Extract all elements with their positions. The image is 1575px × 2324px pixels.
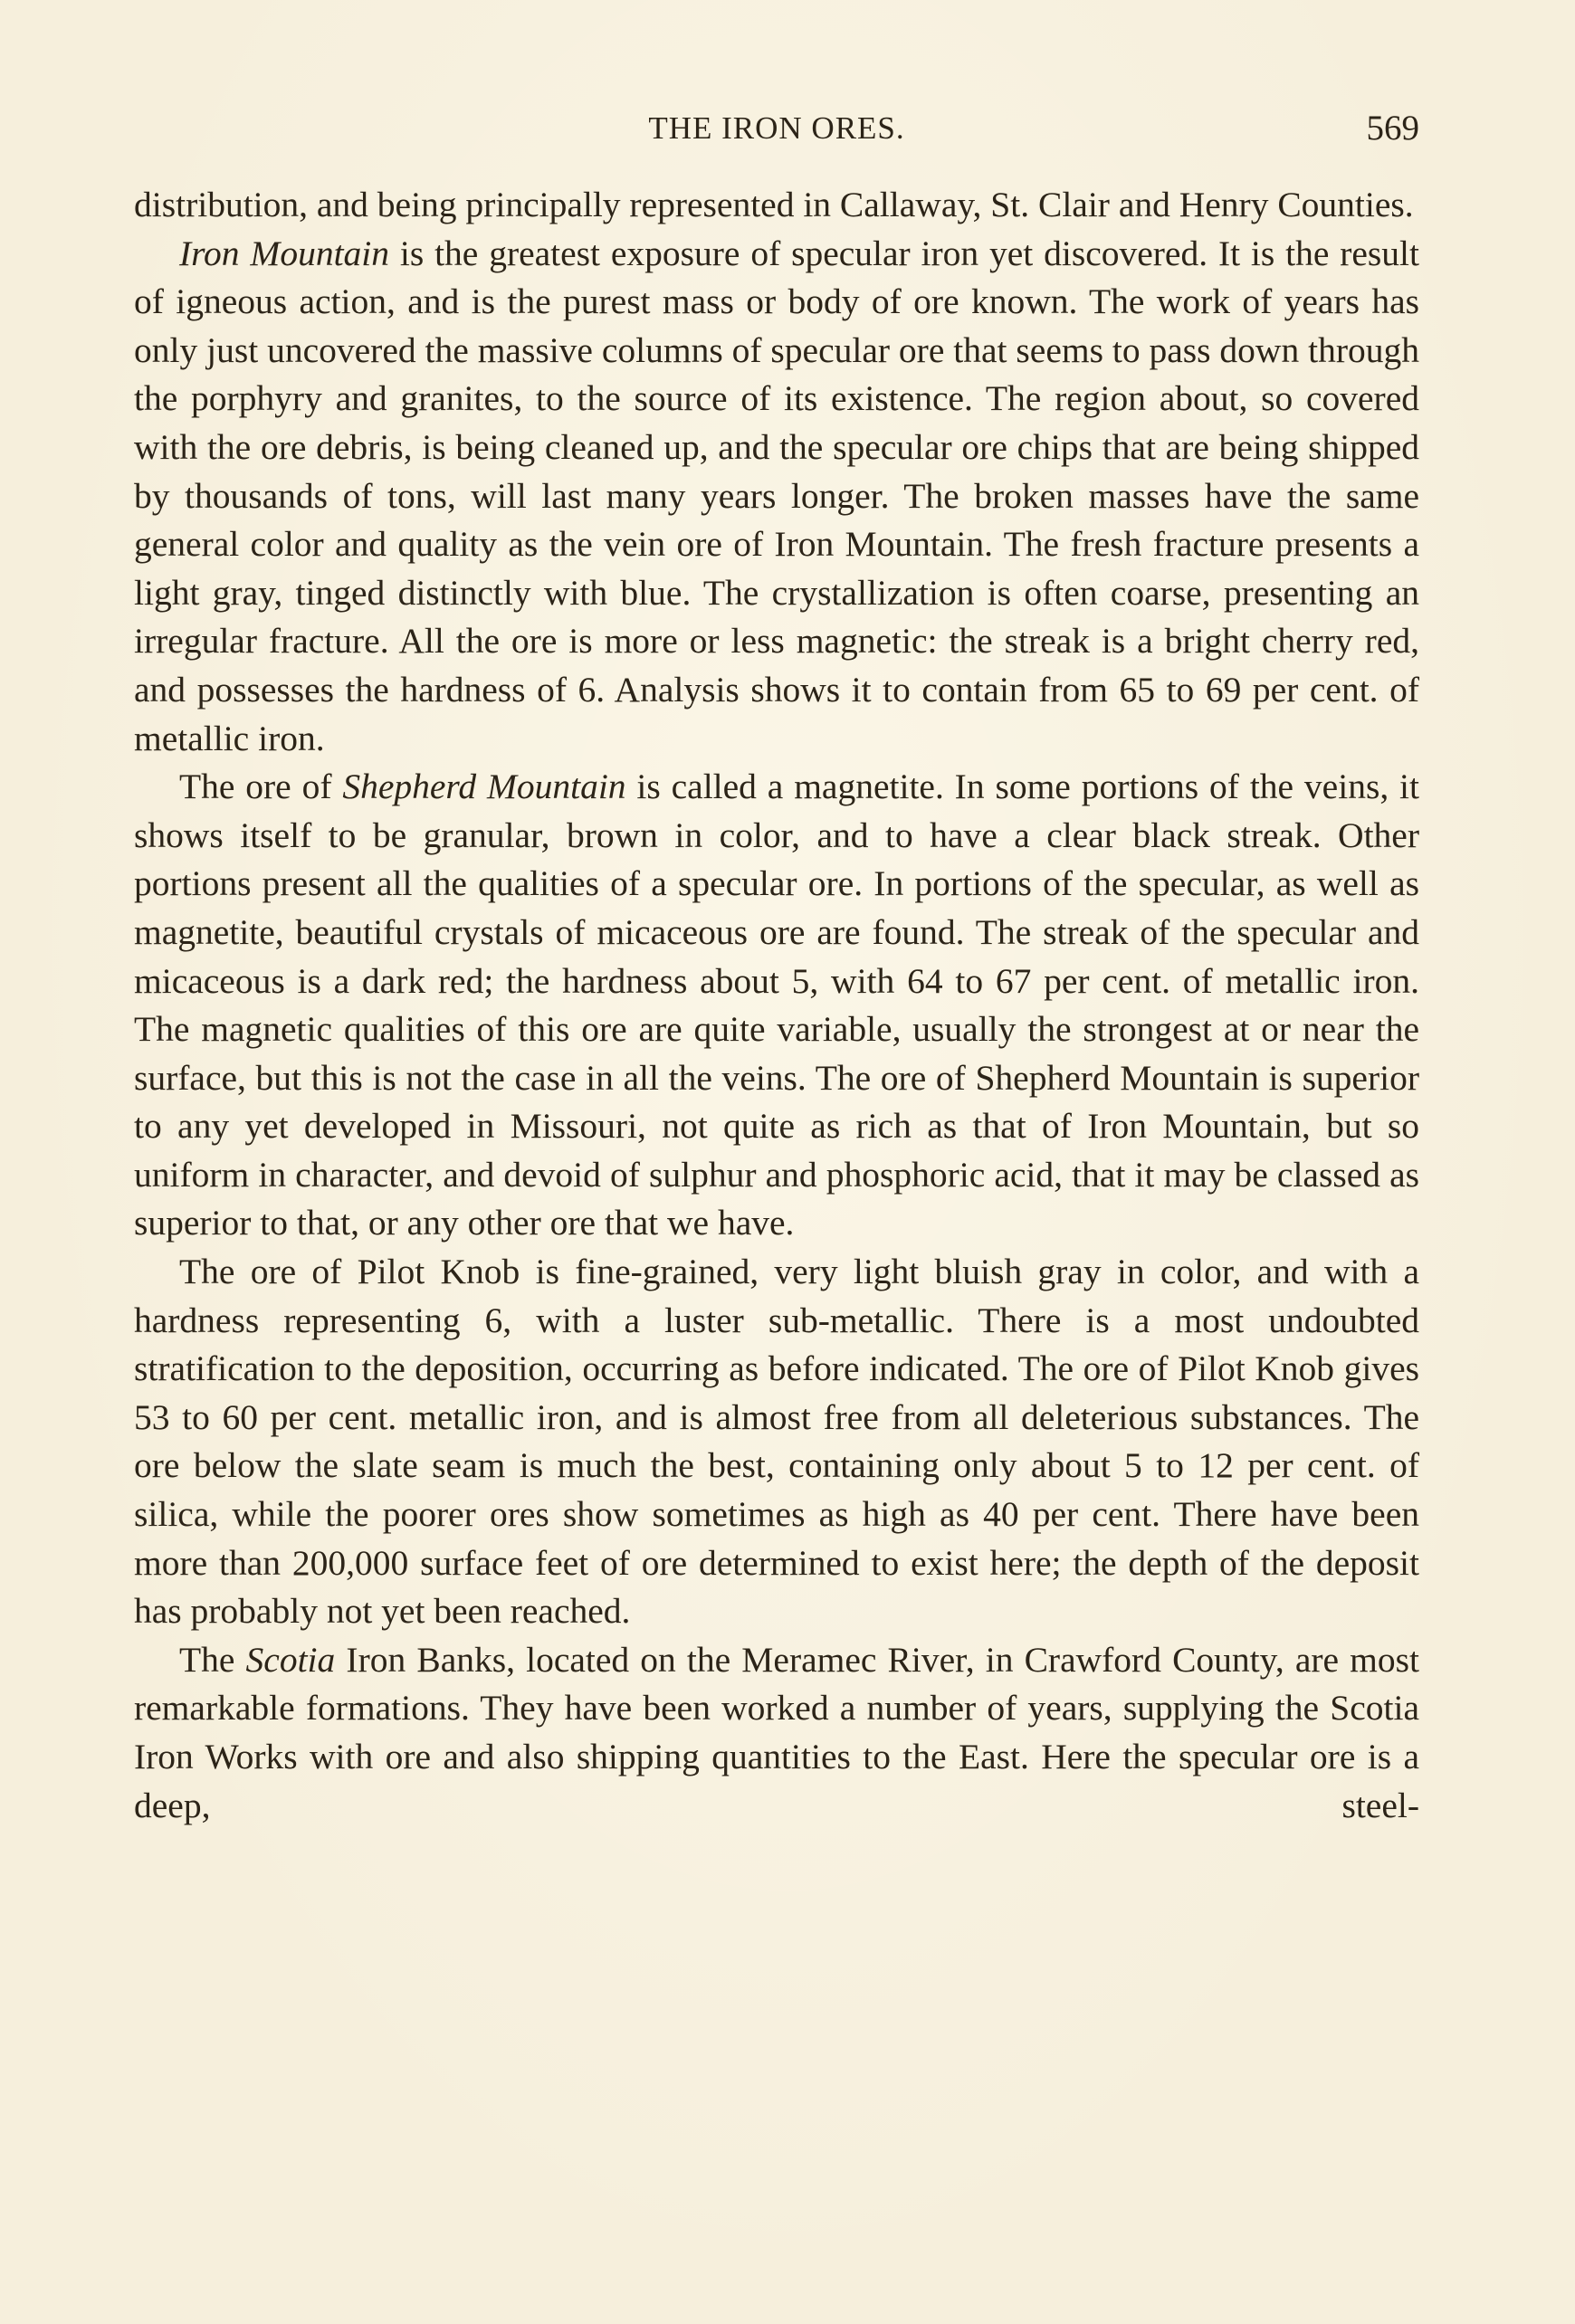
body-text: [134, 181, 1419, 1830]
italic-term-iron-mountain: Iron Mountain: [179, 233, 390, 273]
running-title: THE IRON ORES.: [648, 110, 905, 146]
italic-term-scotia: Scotia: [245, 1639, 336, 1680]
paragraph-text: distribution, and being principally represented in Callaway, St. Clair and Henry Counties.: [134, 185, 1414, 224]
paragraph-text: is the greatest exposure of specular iron yet discovered. It is the result of igneous action, and is the purest mass or body of ore known. The work of years has only just uncovered the massive columns of specular ore that seems to pass down through the porphyry and granites, to the source of its existence. The region about, so covered with the ore debris, is being cleaned up, and the specular ore chips that are being shipped by thousands of tons, will last many years longer. The broken masses have the same general color and quality as the vein ore of Iron Mountain. The fresh fracture presents a light gray, tinged distinctly with blue. The crystallization is often coarse, presenting an irregular fracture. All the ore is more or less magnetic: the streak is a bright cherry red, and possesses the hardness of 6. Analysis shows it to contain from 65 to 69 per cent. of metallic iron.: [134, 233, 1419, 758]
paragraph-text: The ore of Pilot Knob is fine-grained, very light bluish gray in color, and with a hardness representing 6, with a luster sub-metallic. There is a most undoubted stratification to the deposition, occurring as before indicated. The ore of Pilot Knob gives 53 to 60 per cent. metallic iron, and is almost free from all deleterious substances. The ore below the slate seam is much the best, containing only about 5 to 12 per cent. of silica, while the poorer ores show sometimes as high as 40 per cent. There have been more than 200,000 surface feet of ore determined to exist here; the depth of the deposit has probably not yet been reached.: [134, 1252, 1419, 1632]
paragraph-henry-counties: [134, 181, 1419, 230]
paragraph-iron-mountain: [134, 230, 1419, 764]
paragraph-text: is called a magnetite. In some portions of the veins, it shows itself to be granular, brown in color, and to have a clear black streak. Other portions present all the qualities of a specular ore. In portions of the specular, as well as magnetite, beautiful crystals of micaceous ore are found. The streak of the specular and micaceous is a dark red; the hardness about 5, with 64 to 67 per cent. of metallic iron. The magnetic qualities of this ore are quite variable, usually the strongest at or near the surface, but this is not the case in all the veins. The ore of Shepherd Mountain is superior to any yet developed in Missouri, not quite as rich as that of Iron Mountain, but so uniform in character, and devoid of sulphur and phosphoric acid, that it may be classed as superior to that, or any other ore that we have.: [134, 767, 1420, 1243]
italic-term-shepherd-mountain: Shepherd Mountain: [342, 767, 626, 807]
running-head: [134, 101, 1419, 156]
paragraph-text: The: [179, 1639, 246, 1680]
paragraph-pilot-knob: [134, 1248, 1419, 1636]
paragraph-text: The ore of: [179, 767, 343, 807]
page-number: 569: [1366, 109, 1419, 148]
paragraph-text: Iron Banks, located on the Meramec River, in Crawford County, are most remarkable formations. They have been worked a number of years, supplying the Scotia Iron Works with ore and also shipping quantities to the East. Here the specular ore is a deep, steel-: [134, 1639, 1419, 1825]
paragraph-shepherd-mountain: [134, 763, 1419, 1248]
paragraph-scotia: [134, 1636, 1419, 1830]
